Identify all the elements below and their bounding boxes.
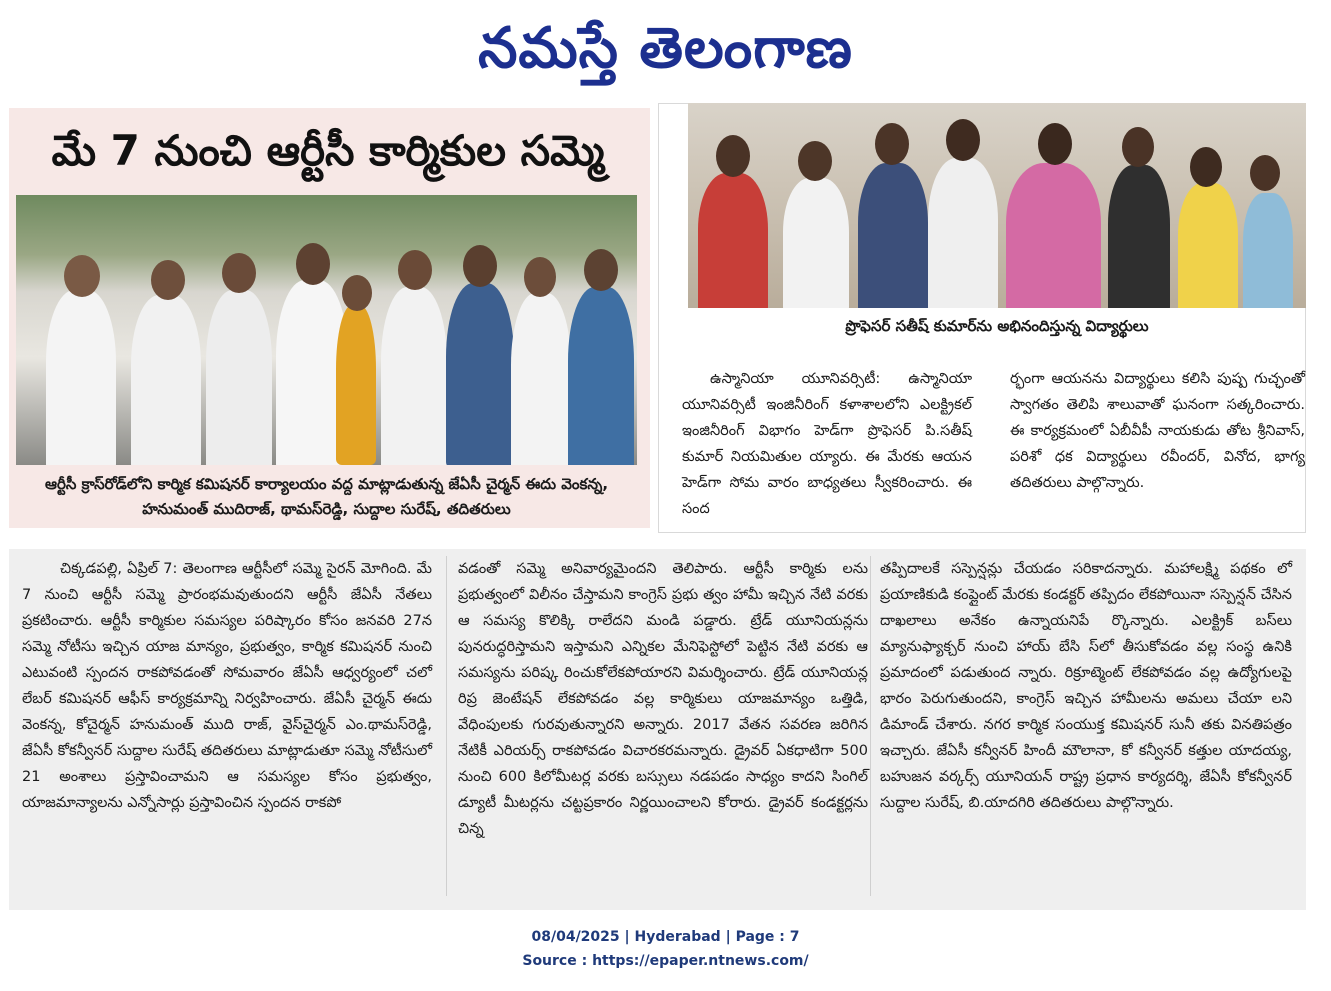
main-article-column-3: తప్పిదాలకే సస్పెన్షన్లు చేయడం సరికాదన్నారు. మహాలక్ష్మి పథకం లో ప్రయాణికుడి కంప్లైంట్ మేరకు కండక్టర్ తప్పిదం లేకపోయినా సస్పెన్షన్ చేసిన దాఖలాలు అనేకం ఉన్నాయనిపే ర్కొన్నారు. ఎలక్ట్రిక్ బస్‌లు మ్యానుఫ్యాక్చర్ నుంచి హాయ్ బేసి స్‌లో తీసుకోవడం వల్ల సంస్థ ఉనికి ప్రమాదంలో పడుతుంద న్నారు. రిక్రూట్మెంట్ లేకపోవడం వల్ల ఉద్యోగులపై భారం పెరుగుతుందని, కాంగ్రెస్ ఇచ్చిన హామీలను అమలు చేయా లని డిమాండ్ చేశారు. నగర కార్మిక సంయుక్త కమిషనర్ సునీ తకు వినతిపత్రం ఇచ్చారు. జేఏసీ కన్వీనర్ హిందీ మౌలానా, కో కన్వీనర్ కత్తుల యాదయ్య, బహుజన వర్కర్స్ యూనియన్ రాష్ట్ర ప్రధాన కార్యదర్శి, జేఏసీ కోకన్వీనర్ సుద్దాల సురేష్, బి.యాదగిరి తదితరులు పాల్గొన్నారు. (880, 561, 1292, 811)
right-story-column-2: ర్భంగా ఆయనను విద్యార్థులు కలిసి పుష్ప గుచ్ఛంతో స్వాగతం తెలిపి శాలువాతో ఘనంగా సత్కరించారు. ఈ కార్యక్రమంలో ఏబీవీపీ నాయకుడు తోట శ్రీనివాస్, పరిశో ధక విద్యార్థులు రవీందర్, వినోద, భాగ్య తదితరులు పాల్గొన్నారు. (1010, 371, 1305, 491)
right-story-photo-caption: ప్రొఫెసర్ సతీష్ కుమార్‌ను అభినందిస్తున్న విద్యార్థులు (845, 317, 1149, 335)
right-story-column-1: ఉస్మానియా యూనివర్సిటీ: ఉస్మానియా యూనివర్సిటీ ఇంజినీరింగ్ కళాశాలలోని ఎలక్ట్రికల్ ఇంజినీరింగ్ విభాగం హెడ్‌గా ప్రొఫెసర్ పి.సతీష్ కుమార్ నియమితుల య్యారు. ఈ మేరకు ఆయన హెడ్‌గా సోమ వారం బాధ్యతలు స్వీకరించారు. ఈ సంద (682, 371, 972, 517)
edition-info: 08/04/2025 | Hyderabad | Page : 7 (531, 929, 800, 945)
masthead-logo: నమస్తే తెలంగాణ (478, 15, 853, 81)
left-story-photo (16, 195, 637, 465)
left-story-headline: మే 7 నుంచి ఆర్టీసీ కార్మికుల సమ్మె (51, 126, 605, 175)
main-article-column-1: చిక్కడపల్లి, ఏప్రిల్ 7: తెలంగాణ ఆర్టీసీలో సమ్మె సైరన్ మోగింది. మే 7 నుంచి ఆర్టీసీ సమ్మె ప్రారంభమవుతుందని ఆర్టీసీ జేఏసీ నేతలు ప్రకటించారు. ఆర్టీసీ కార్మికుల సమస్యల పరిష్కారం కోసం జనవరి 27న సమ్మె నోటీసు ఇచ్చిన యాజ మాన్యం, ప్రభుత్వం, కార్మిక కమిషనర్ నుంచి ఎటువంటి స్పందన రాకపోవడంతో సోమవారం జేఏసీ ఆధ్వర్యంలో చలో లేబర్ కమిషనర్ ఆఫీస్ కార్యక్రమాన్ని నిర్వహించారు. జేఏసీ చైర్మన్ ఈదు వెంకన్న, కోచైర్మన్ హనుమంత్ ముది రాజ్, వైస్‌చైర్మన్ ఎం.థామస్‌రెడ్డి, జేఏసీ కోకన్వీనర్ సుద్దాల సురేష్ తదితరులు మాట్లాడుతూ సమ్మె నోటీసులో 21 అంశాలు ప్రస్తావించామని ఆ సమస్యల కోసం ప్రభుత్వం, యాజమాన్యాలను ఎన్నోసార్లు ప్రస్తావించిన స్పందన రాకపో (22, 561, 432, 811)
column-divider (870, 556, 871, 896)
main-article-column-2: వడంతో సమ్మె అనివార్యమైందని తెలిపారు. ఆర్టీసీ కార్మికు లను ప్రభుత్వంలో విలీనం చేస్తామని కాంగ్రెస్ ప్రభు త్వం హామీ ఇచ్చిన నేటి వరకు ఆ సమస్య కొలిక్కి రాలేదని మండి పడ్డారు. ట్రేడ్ యూనియన్లను పునరుద్ధరిస్తామని ఇస్తామని ఎన్నికల మేనిఫెస్టోలో పెట్టిన నేటి వరకు ఆ సమస్యను పరిష్క రించుకోలేకపోయారని విమర్శించారు. ట్రేడ్ యూనియన్ల రిప్ర జెంటేషన్ లేకపోవడం వల్ల కార్మికులు యాజమాన్యం ఒత్తిడి, వేధింపులకు గురవుతున్నారని అన్నారు. 2017 వేతన సవరణ జరిగిన నేటికీ ఎరియర్స్ రాకపోవడం విచారకరమన్నారు. డ్రైవర్ ఏకధాటిగా 500 నుంచి 600 కిలోమీటర్ల వరకు బస్సులు నడపడం సాధ్యం కాదని సింగిల్ డ్యూటీ మీటర్లను చట్టప్రకారం నిర్ణయించాలని కోరారు. డ్రైవర్ కండక్టర్లను చిన్న (458, 561, 868, 837)
column-divider (446, 556, 447, 896)
source-link[interactable]: Source : https://epaper.ntnews.com/ (522, 953, 809, 969)
right-story-photo (688, 103, 1306, 308)
left-story-photo-caption: ఆర్టీసీ క్రాస్‌రోడ్‌లోని కార్మిక కమిషనర్ కార్యాలయం వద్ద మాట్లాడుతున్న జేఏసీ చైర్మన్ ఈదు వెంకన్న, హనుమంత్ ముదిరాజ్, థామస్‌రెడ్డి, సుద్దాల సురేష్, తదితరులు (44, 475, 609, 518)
